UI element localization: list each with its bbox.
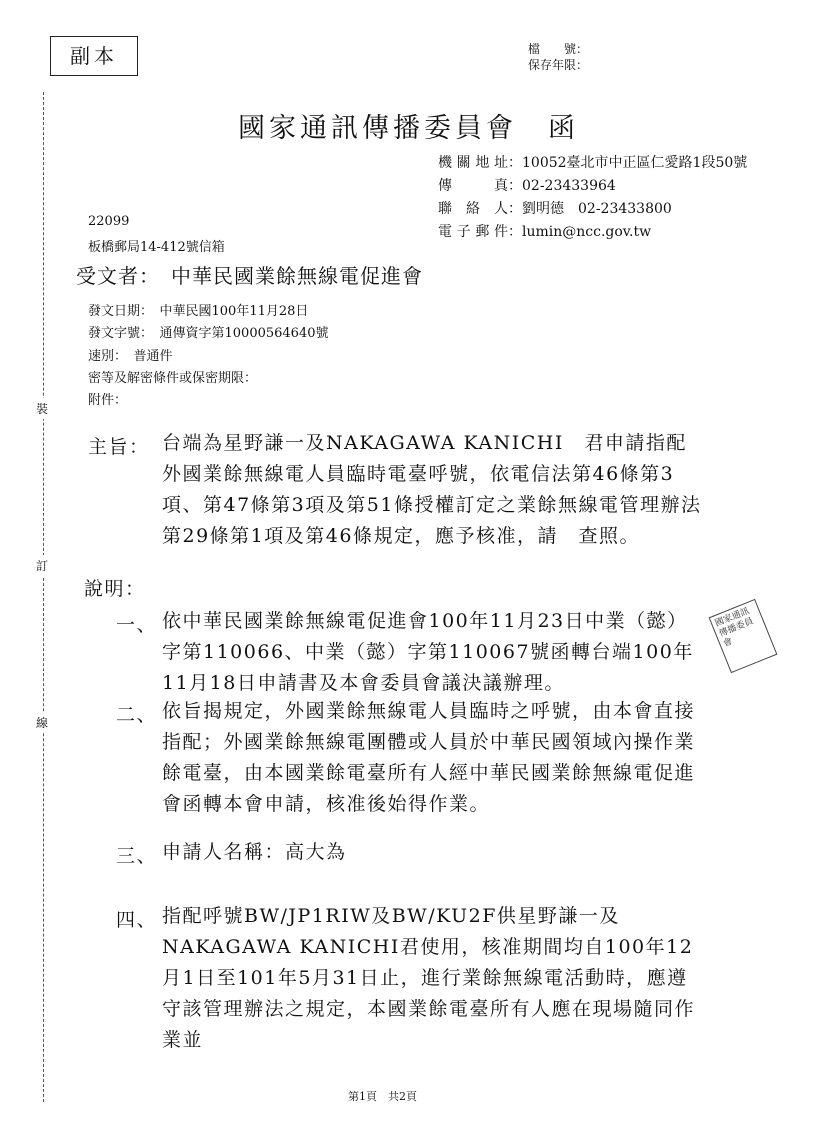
subject-label: 主旨：	[88, 436, 150, 458]
binding-label: 裝	[36, 398, 48, 419]
po-box: 板橋郵局14-412號信箱	[88, 240, 225, 255]
fax-value: ：02-23433964	[508, 178, 616, 194]
email-value: ：lumin@ncc.gov.tw	[508, 224, 652, 240]
page-footer: 第1頁 共2頁	[348, 1090, 417, 1103]
fax-label: 傳 真	[438, 178, 508, 194]
contact-fax	[438, 176, 616, 196]
address-value: ：10052臺北市中正區仁愛路1段50號	[508, 155, 748, 171]
item-number-3: 三、	[116, 845, 158, 867]
document-number: 發文字號： 通傳資字第10000564640號	[88, 326, 329, 341]
item-text-1: 依中華民國業餘無線電促進會100年11月23日中業（懿）字第110066、中業（懿）字第110067號函轉台端100年11月18日申請書及本會委員會議決議辦理。	[162, 610, 694, 694]
line-label: 線	[36, 712, 48, 733]
contact-email	[438, 222, 651, 242]
staple-label: 訂	[36, 555, 48, 576]
item-number-2: 二、	[116, 704, 158, 726]
binding-margin-line	[43, 92, 44, 1102]
delivery-speed: 速別： 普通件	[88, 349, 173, 364]
secrecy-level: 密等及解密條件或保密期限：	[88, 371, 258, 386]
person-label: 聯 絡 人	[438, 201, 508, 217]
item-number-4: 四、	[116, 909, 158, 931]
recipient-line: 受文者： 中華民國業餘無線電促進會	[76, 264, 423, 288]
approval-stamp: 國家通訊傳播委員會	[709, 599, 778, 673]
document-title: 國家通訊傳播委員會 函	[238, 113, 579, 144]
issue-date: 發文日期： 中華民國100年11月28日	[88, 304, 309, 319]
contact-address	[438, 153, 747, 173]
item-text-2: 依旨揭規定，外國業餘無線電人員臨時之呼號，由本會直接指配；外國業餘無線電團體或人員於中華民國領域內操作業餘電臺，由本國業餘電臺所有人經中華民國業餘無線電促進會函轉本會申請，核准後始得作業。	[162, 700, 696, 815]
item-number-1: 一、	[116, 614, 158, 636]
item-text-3: 申請人名稱：高大為	[162, 841, 347, 863]
copy-stamp: 副本	[50, 36, 138, 76]
explanation-label: 說明：	[84, 578, 146, 600]
file-number-label: 檔 號：	[528, 42, 589, 56]
item-text-4: 指配呼號BW/JP1RIW及BW/KU2F供星野謙一及NAKAGAWA KANICHI君使用，核准期間均自100年12月1日至101年5月31日止，進行業餘無線電活動時，應遵守該管理辦法之規定，本國業餘電臺所有人應在現場隨同作業並	[162, 905, 696, 1051]
address-label: 機關地址	[438, 155, 508, 171]
postal-code: 22099	[88, 214, 130, 229]
attachment-field: 附件：	[88, 393, 128, 408]
email-label: 電子郵件	[438, 224, 508, 240]
retention-label: 保存年限：	[528, 58, 589, 72]
contact-person	[438, 199, 672, 219]
person-value: ：劉明德 02-23433800	[508, 201, 672, 217]
subject-text: 台端為星野謙一及NAKAGAWA KANICHI 君申請指配外國業餘無線電人員臨時電臺呼號，依電信法第46條第3項、第47條第3項及第51條授權訂定之業餘無線電管理辦法第29條第1項及第46條規定，應予核准，請 查照。	[162, 432, 702, 547]
